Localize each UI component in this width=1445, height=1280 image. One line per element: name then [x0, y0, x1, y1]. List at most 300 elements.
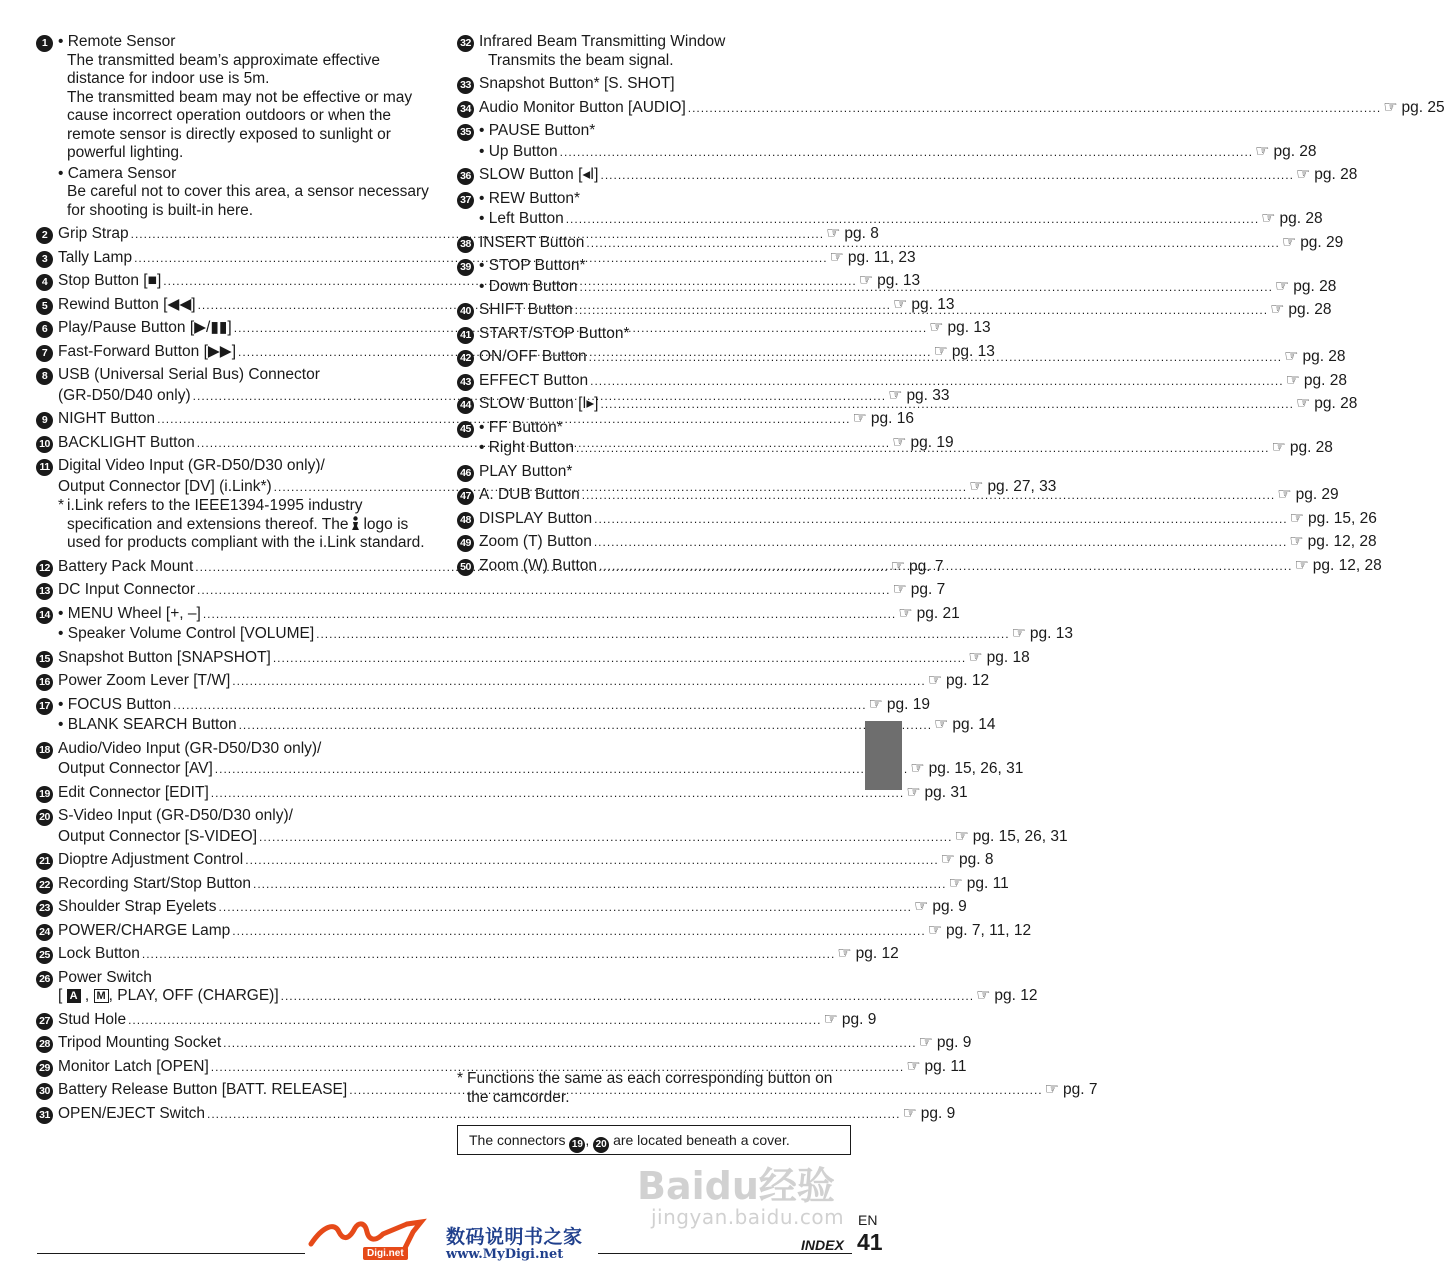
page-reference-text: pg. 8 [844, 225, 879, 242]
item-number-badge: 3 [36, 251, 53, 268]
item-line [479, 122, 854, 141]
item-number-badge: 10 [36, 436, 53, 453]
item-label: Tripod Mounting Socket [58, 1034, 222, 1051]
item-line [58, 921, 1032, 941]
item-number-badge: 24 [36, 924, 53, 941]
item-label: • Down Button [479, 277, 578, 295]
page-reference [928, 922, 1031, 941]
page-reference-text: pg. 28 [1302, 348, 1346, 365]
page-reference-text: pg. 29 [1300, 233, 1344, 251]
page-reference-text: pg. 28 [1288, 301, 1332, 318]
page-reference [1290, 510, 1377, 529]
page-reference [1286, 372, 1347, 391]
asterisk-footnote [457, 1070, 854, 1107]
language-label: EN [858, 1212, 878, 1228]
item-label: Monitor Latch [OPEN] [58, 1057, 209, 1075]
item-description: Be careful not to cover this area, a sensor necessary for shooting is built-in here. [67, 183, 429, 219]
item-number-badge: 34 [457, 101, 474, 118]
item-label: Battery Release Button [BATT. RELEASE] [58, 1081, 348, 1098]
index-entry-41 [457, 325, 854, 344]
page-reference-text: pg. 25 [1401, 98, 1445, 116]
item-line [479, 190, 854, 209]
item-line [479, 325, 854, 344]
index-entry-49 [457, 533, 1377, 552]
cover-note-suffix: are located beneath a cover. [613, 1132, 790, 1148]
item-number-badge: 4 [36, 274, 53, 291]
page-reference [1294, 557, 1381, 576]
pointing-hand-icon: ☞ [1274, 277, 1290, 295]
leader-dots [579, 278, 1272, 297]
cover-note-prefix: The connectors [469, 1132, 566, 1148]
index-entry-15 [36, 648, 1030, 668]
item-label: NIGHT Button [58, 410, 156, 427]
item-label: Snapshot Button* [S. SHOT] [479, 75, 675, 92]
item-line [58, 457, 434, 476]
pointing-hand-icon: ☞ [927, 672, 943, 689]
item-label: OPEN/EJECT Switch [58, 1104, 206, 1122]
item-label: PLAY Button* [479, 462, 573, 480]
pointing-hand-icon: ☞ [1255, 142, 1270, 160]
cover-note-number-19: 19 [569, 1137, 585, 1153]
item-description: Transmits the beam signal. [488, 51, 674, 69]
page-reference [869, 696, 930, 715]
baidu-watermark [637, 1145, 862, 1240]
page-reference-text: pg. 8 [959, 851, 994, 868]
page-reference-text: pg. 12 [994, 987, 1038, 1004]
item-number-badge: 18 [36, 742, 53, 759]
item-label: S-Video Input (GR-D50/D30 only)/ [58, 807, 293, 824]
pointing-hand-icon: ☞ [1271, 439, 1286, 456]
leader-dots [128, 1011, 821, 1030]
page-reference [976, 987, 1037, 1006]
pointing-hand-icon: ☞ [913, 898, 929, 915]
pointing-hand-icon: ☞ [1011, 625, 1026, 642]
item-number-badge: 22 [36, 877, 53, 894]
index-entry-29 [36, 1057, 967, 1077]
leader-dots [560, 143, 1253, 162]
cover-note-separator: , [585, 1132, 590, 1148]
leader-dots [601, 166, 1294, 185]
power-switch-positions [58, 987, 1038, 1006]
item-number-badge: 15 [36, 651, 53, 668]
item-line [58, 874, 1009, 894]
item-line [58, 604, 960, 624]
item-label: Shoulder Strap Eyelets [58, 898, 217, 915]
item-line [479, 98, 1445, 118]
item-number-badge: 31 [36, 1107, 53, 1124]
leader-dots [688, 99, 1381, 118]
item-number-badge: 2 [36, 227, 53, 244]
item-number-badge: 26 [36, 971, 53, 988]
item-label: Rewind Button [◀◀] [58, 295, 196, 313]
page-reference-text: pg. 28 [1273, 142, 1317, 160]
manual-mode-key-icon: M [94, 989, 109, 1003]
item-label: Edit Connector [EDIT] [58, 783, 209, 801]
item-label: • FOCUS Button [58, 695, 172, 713]
leader-dots [259, 828, 952, 847]
pointing-hand-icon: ☞ [890, 557, 906, 575]
item-line [58, 672, 990, 691]
item-label: • Left Button [479, 210, 564, 227]
item-label: Snapshot Button [SNAPSHOT] [58, 648, 271, 666]
mydigi-logo [309, 1218, 599, 1268]
item-label: Stop Button [■] [58, 272, 162, 289]
index-entry-25 [36, 945, 899, 964]
page-reference-text: pg. 13 [1029, 625, 1074, 642]
item-description: The transmitted beam may not be effective or may cause incorrect operation outdoors or when the remote sensor is directly exposed to sunlight or powerful lighting. [67, 88, 413, 161]
logo-digi-tag: Digi.net [363, 1247, 408, 1260]
item-number-badge: 14 [36, 607, 53, 624]
page-reference [898, 605, 959, 624]
index-entry-23 [36, 898, 967, 917]
page-reference-text: pg. 28 [1293, 277, 1337, 295]
index-entry-31 [36, 1104, 956, 1124]
pointing-hand-icon: ☞ [898, 604, 913, 622]
leader-dots [142, 945, 835, 964]
page-reference [902, 1105, 955, 1124]
item-label: SLOW Button [ǀ▸] [479, 395, 599, 412]
page-reference-text: pg. 29 [1295, 486, 1339, 503]
item-number-badge: 12 [36, 560, 53, 577]
item-line [58, 165, 434, 184]
pointing-hand-icon: ☞ [1295, 166, 1311, 183]
pointing-hand-icon: ☞ [933, 342, 948, 360]
index-entry-24 [36, 921, 1032, 941]
item-label: START/STOP Button* [479, 324, 630, 342]
item-label: • BLANK SEARCH Button [58, 716, 237, 733]
pointing-hand-icon: ☞ [927, 921, 943, 939]
logo-brand-chinese: 数码说明书之家 [446, 1226, 583, 1248]
page-reference [1261, 210, 1322, 229]
page-reference-text: pg. 33 [906, 386, 950, 404]
page-reference [910, 760, 1023, 779]
item-label: INSERT Button [479, 233, 585, 251]
page-reference-text: pg. 19 [886, 695, 930, 713]
item-label: Grip Strap [58, 225, 129, 242]
page-reference [1275, 278, 1336, 297]
leader-dots [582, 486, 1275, 505]
page-reference [1012, 625, 1073, 644]
item-number-badge: 9 [36, 412, 53, 429]
leader-dots [207, 1105, 900, 1124]
item-label: Digital Video Input (GR-D50/D30 only)/ [58, 457, 325, 474]
item-label: BACKLIGHT Button [58, 433, 195, 451]
item-label: Recording Start/Stop Button [58, 874, 252, 892]
item-label: Output Connector [AV] [58, 760, 213, 777]
index-entry-43 [457, 371, 1348, 391]
item-number-badge: 19 [36, 786, 53, 803]
index-entry-16 [36, 672, 990, 691]
page-reference-text: pg. 7 [910, 581, 946, 598]
leader-dots [566, 210, 1259, 229]
leader-dots [173, 696, 866, 715]
index-entry-13 [36, 581, 946, 600]
page-reference [892, 581, 945, 600]
leader-dots [219, 898, 912, 917]
item-number-badge: 40 [457, 303, 474, 320]
index-entry-36 [457, 166, 1358, 185]
page-reference-text: pg. 13 [951, 342, 995, 360]
item-number-badge: 17 [36, 698, 53, 715]
section-label: INDEX [801, 1237, 844, 1253]
item-number-badge: 21 [36, 853, 53, 870]
page-reference [837, 945, 898, 964]
page-reference [948, 875, 1008, 894]
ilink-note-text-end: logo is used for products compliant with the i.Link standard. [67, 515, 425, 551]
leader-dots [575, 301, 1268, 320]
item-line [479, 463, 854, 482]
footer-rule-left [37, 1253, 305, 1254]
leader-dots [223, 1034, 916, 1053]
page-number: 41 [857, 1229, 883, 1255]
item-line [58, 969, 434, 988]
item-number-badge: 8 [36, 368, 53, 385]
page-reference-text: pg. 11 [966, 874, 1009, 892]
index-entry-14 [36, 604, 1074, 644]
pointing-hand-icon: ☞ [969, 477, 984, 495]
ilink-note-text: i.Link refers to the IEEE1394-1995 industry specification and extensions thereof. The [67, 497, 363, 533]
pointing-hand-icon: ☞ [1277, 486, 1292, 503]
item-line [479, 210, 1323, 229]
page-reference-text: pg. 28 [1279, 210, 1323, 227]
item-number-badge: 28 [36, 1036, 53, 1053]
pointing-hand-icon: ☞ [892, 581, 907, 598]
page-reference-text: pg. 14 [952, 716, 996, 733]
item-line [58, 1057, 967, 1077]
item-line [58, 33, 434, 52]
power-switch-label: [ A , M , PLAY, OFF (CHARGE)] [58, 987, 279, 1004]
item-label: A. DUB Button [479, 486, 580, 503]
index-entry-21 [36, 851, 994, 870]
item-label: Zoom (T) Button [479, 533, 592, 550]
pointing-hand-icon: ☞ [910, 760, 925, 777]
page-reference [1383, 99, 1444, 118]
page-reference [1277, 486, 1338, 505]
page-reference [1289, 533, 1376, 552]
page-reference [1282, 234, 1343, 253]
footer-rule-right [598, 1253, 852, 1254]
item-line [58, 783, 968, 803]
pointing-hand-icon: ☞ [1261, 210, 1276, 227]
item-label: Lock Button [58, 945, 140, 962]
item-line [479, 509, 1377, 529]
item-line [58, 1034, 972, 1053]
page-reference-text: pg. 12, 28 [1307, 533, 1377, 550]
ilink-logo-icon [351, 516, 360, 531]
item-label: • Remote Sensor [58, 33, 176, 50]
page-reference [1255, 143, 1316, 162]
leader-dots [203, 605, 896, 624]
page-reference-text: pg. 9 [932, 898, 967, 915]
item-number-badge: 11 [36, 459, 53, 476]
item-line [479, 371, 1348, 391]
item-label: • Camera Sensor [58, 164, 177, 182]
item-label: (GR-D50/D40 only) [58, 386, 191, 404]
item-number-badge: 43 [457, 374, 474, 391]
page-reference [1045, 1081, 1098, 1100]
item-label: Output Connector [DV] (i.Link*) [58, 477, 272, 495]
page-reference-text: pg. 15, 26 [1307, 509, 1377, 527]
item-number-badge: 13 [36, 583, 53, 600]
leader-dots [601, 395, 1294, 414]
item-label: Zoom (W) Button [479, 556, 597, 574]
section-side-tab [865, 721, 902, 790]
index-entry-27 [36, 1010, 877, 1030]
pointing-hand-icon: ☞ [829, 248, 844, 266]
watermark-url: jingyan.baidu.com [651, 1205, 845, 1229]
pointing-hand-icon: ☞ [976, 987, 991, 1004]
item-label: • Speaker Volume Control [VOLUME] [58, 625, 315, 642]
footnote-star: * [58, 497, 65, 514]
page-reference-text: pg. 18 [986, 648, 1030, 666]
item-label: Play/Pause Button [▶/▮▮] [58, 319, 232, 336]
item-label: • FF Button* [479, 418, 563, 436]
item-number-badge: 45 [457, 421, 474, 438]
pointing-hand-icon: ☞ [902, 1104, 917, 1122]
page-reference-text: pg. 28 [1289, 439, 1333, 456]
page-reference-text: pg. 11, 23 [847, 248, 916, 266]
item-label: Fast-Forward Button [▶▶] [58, 342, 237, 360]
item-line [58, 807, 434, 826]
pointing-hand-icon: ☞ [1285, 371, 1300, 389]
pointing-hand-icon: ☞ [948, 874, 963, 892]
item-number-badge: 6 [36, 321, 53, 338]
pointing-hand-icon: ☞ [906, 1057, 921, 1075]
pointing-hand-icon: ☞ [1284, 348, 1299, 365]
page-reference [1270, 301, 1331, 320]
page-reference-text: pg. 13 [947, 319, 991, 336]
item-number-badge: 30 [36, 1083, 53, 1100]
index-entry-1 [36, 33, 434, 220]
page-reference [1296, 395, 1357, 414]
pointing-hand-icon: ☞ [968, 648, 983, 666]
footnote-text: Functions the same as each corresponding button on the camcorder. [467, 1070, 833, 1106]
pointing-hand-icon: ☞ [929, 319, 944, 336]
page-reference-text: pg. 19 [910, 433, 954, 451]
item-label: Power Zoom Lever [T/W] [58, 672, 231, 689]
page-reference [968, 649, 1029, 668]
footnote-star: * [457, 1070, 464, 1087]
item-label: • Right Button [479, 439, 575, 456]
page-reference-text: pg. 21 [916, 604, 960, 622]
page-reference-text: pg. 15, 26, 31 [928, 760, 1024, 777]
pointing-hand-icon: ☞ [934, 716, 949, 733]
leader-dots [197, 581, 890, 600]
leader-dots [576, 439, 1269, 458]
leader-dots [232, 672, 925, 691]
item-number-badge: 44 [457, 397, 474, 414]
item-line [58, 716, 996, 735]
item-number-badge: 20 [36, 809, 53, 826]
index-entry-17 [36, 695, 996, 735]
item-label: Infrared Beam Transmitting Window [479, 33, 726, 50]
leader-dots [215, 760, 908, 779]
pointing-hand-icon: ☞ [837, 945, 852, 962]
page-reference-text: pg. 9 [920, 1104, 956, 1122]
leader-dots [589, 348, 1282, 367]
pointing-hand-icon: ☞ [892, 433, 907, 451]
index-entry-46 [457, 463, 854, 482]
page-reference [906, 1058, 966, 1077]
index-entry-22 [36, 874, 1009, 894]
item-line [58, 695, 930, 715]
pointing-hand-icon: ☞ [823, 1010, 838, 1028]
item-number-badge: 7 [36, 345, 53, 362]
leader-dots [232, 922, 925, 941]
page-reference-text: pg. 7, 11, 12 [946, 921, 1032, 939]
item-line [479, 257, 854, 276]
item-number-badge: 32 [457, 35, 474, 52]
item-number-badge: 50 [457, 559, 474, 576]
item-label: DISPLAY Button [479, 509, 593, 527]
item-line [479, 166, 1358, 185]
page-reference [928, 672, 989, 691]
leader-dots [590, 372, 1283, 391]
page-reference-text: pg. 28 [1314, 395, 1358, 412]
item-line [479, 142, 1317, 162]
item-label: Output Connector [S-VIDEO] [58, 827, 258, 845]
pointing-hand-icon: ☞ [893, 295, 908, 313]
pointing-hand-icon: ☞ [1289, 533, 1304, 550]
item-label: • PAUSE Button* [479, 122, 596, 139]
item-line [58, 851, 994, 870]
item-number-badge: 16 [36, 674, 53, 691]
pointing-hand-icon: ☞ [888, 386, 903, 404]
leader-dots [281, 987, 974, 1006]
page-reference-text: pg. 12 [946, 672, 990, 689]
item-line [58, 945, 899, 964]
item-number-badge: 47 [457, 488, 474, 505]
item-line [58, 1104, 956, 1124]
page-reference-text: pg. 28 [1303, 371, 1348, 389]
leader-dots [211, 784, 904, 803]
page-reference-text: pg. 9 [936, 1034, 972, 1051]
index-entry-33 [457, 75, 854, 94]
item-label: ON/OFF Button [479, 348, 587, 365]
leader-dots [599, 557, 1292, 576]
pointing-hand-icon: ☞ [826, 225, 841, 242]
item-label: • MENU Wheel [+, –] [58, 604, 201, 622]
index-entry-48 [457, 509, 1377, 529]
item-number-badge: 25 [36, 947, 53, 964]
item-label: Audio Monitor Button [AUDIO] [479, 98, 686, 116]
item-number-badge: 27 [36, 1013, 53, 1030]
page-reference [934, 716, 995, 735]
page-reference [1284, 348, 1345, 367]
item-number-badge: 38 [457, 236, 474, 253]
page-reference-text: pg. 12 [855, 945, 899, 962]
item-line [58, 760, 1024, 779]
logo-url: www.MyDigi.net [446, 1247, 564, 1262]
watermark-brand: Baidu经验 [637, 1164, 835, 1208]
item-line [58, 1010, 877, 1030]
page-reference-text: pg. 13 [877, 272, 921, 289]
power-switch-rest: , PLAY, OFF (CHARGE)] [108, 987, 279, 1004]
item-number-badge: 35 [457, 124, 474, 141]
item-number-badge: 42 [457, 350, 474, 367]
item-label: SHIFT Button [479, 301, 573, 318]
index-entry-19 [36, 783, 968, 803]
item-label: SLOW Button [◂ǀ] [479, 166, 599, 183]
item-label: Dioptre Adjustment Control [58, 851, 244, 868]
index-entry-20 [36, 807, 1068, 846]
pointing-hand-icon: ☞ [954, 827, 969, 845]
item-number-badge: 29 [36, 1060, 53, 1077]
auto-mode-key-icon: A [67, 989, 81, 1003]
item-number-badge: 41 [457, 327, 474, 344]
item-label: DC Input Connector [58, 581, 195, 598]
page-reference-text: pg. 9 [841, 1010, 877, 1028]
